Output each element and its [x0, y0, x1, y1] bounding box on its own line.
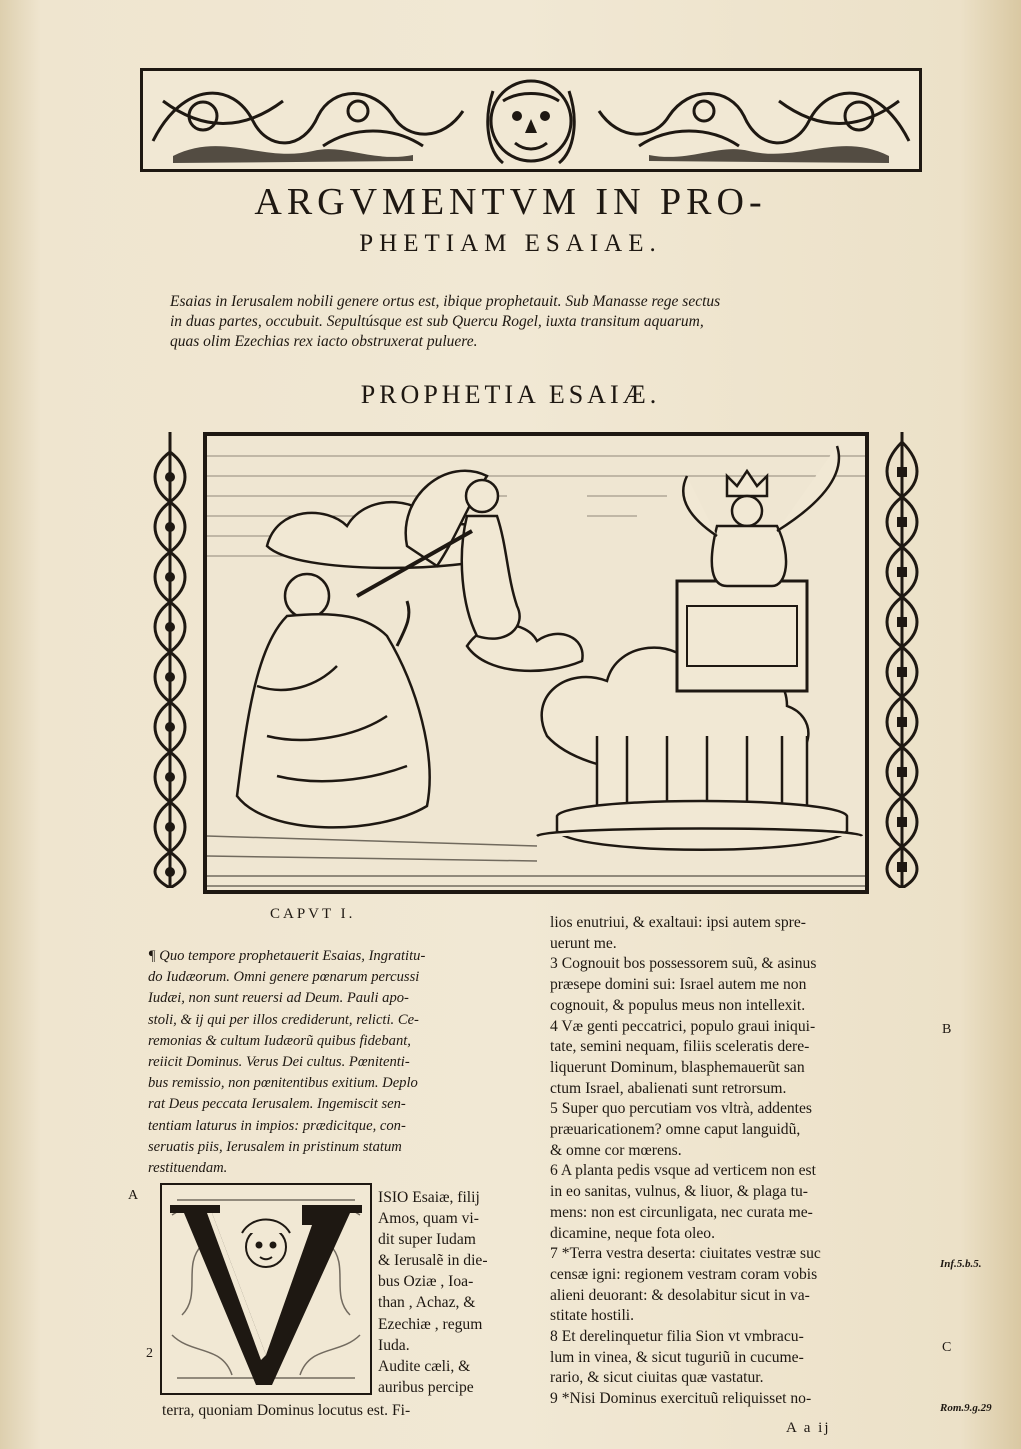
cherub-head-icon	[242, 1220, 290, 1268]
margin-letter-c: C	[942, 1340, 952, 1355]
verse-line: terra, quoniam Dominus locutus est. Fi-	[162, 1402, 411, 1419]
text-line: lios enutriui, & exaltaui: ipsi autem spre-	[550, 914, 806, 931]
title-line-1: ARGVMENTVM IN PRO-	[254, 181, 767, 223]
title-line-2: PHETIAM ESAIAE.	[359, 230, 662, 257]
text-line: rario, & sicut ciuitas quæ vastatur.	[550, 1369, 764, 1387]
argument-text	[170, 292, 890, 352]
argument-line: in duas partes, occubuit. Sepultúsque est sub Quercu Rogel, iuxta transitum aquarum,	[170, 313, 704, 330]
verse-line: auribus percipe	[378, 1378, 474, 1396]
text-line: cognouit, & populus meus non intellexit.	[550, 996, 806, 1014]
argument-line: Esaias in Ierusalem nobili genere ortus est, ibique prophetauit. Sub Manasse rege sectus	[170, 293, 721, 310]
verse-line: Ezechiæ , regum	[378, 1315, 483, 1333]
chapter-summary	[148, 946, 538, 1179]
text-line: mens: non est circunligata, nec curata me-	[550, 1203, 813, 1221]
summary-line: stoli, & ij qui per illos crediderunt, relicti. Ce-	[148, 1011, 419, 1028]
verse-line: Amos, quam vi-	[378, 1210, 479, 1228]
text-line: 4 Væ genti peccatrici, populo graui iniqui-	[550, 1017, 816, 1035]
margin-letter-b: B	[942, 1022, 952, 1037]
headpiece-scrollwork-icon	[143, 71, 919, 169]
text-line: 9 *Nisi Dominus exercituũ reliquisset no-	[550, 1390, 812, 1408]
summary-line: remonias & cultum Iudæorũ quibus fidebant,	[148, 1032, 411, 1049]
verse-line: ISIO Esaiæ, filij	[378, 1189, 480, 1206]
argument-line: quas olim Ezechias rex iacto obstruxerat puluere.	[170, 333, 478, 350]
floral-border-icon	[880, 432, 924, 888]
text-line: uerunt me.	[550, 934, 617, 952]
margin-reference-2: Rom.9.g.29	[940, 1402, 992, 1414]
summary-line: reiicit Dominus. Verus Dei cultus. Pœnitenti-	[148, 1054, 410, 1071]
text-line: præsepe domini sui: Israel autem me non	[550, 976, 807, 994]
text-line: in eo sanitas, vulnus, & liuor, & plaga tu-	[550, 1183, 808, 1201]
text-line: 5 Super quo percutiam vos vltrà, addentes	[550, 1100, 812, 1118]
verse-1-text	[378, 1187, 488, 1398]
ornamental-headpiece	[140, 68, 922, 172]
signature-mark: A a ij	[786, 1420, 831, 1436]
text-line: ctum Israel, abalienati sunt retrorsum.	[550, 1079, 787, 1097]
text-line: 7 *Terra vestra deserta: ciuitates vestræ suc	[550, 1245, 821, 1263]
summary-line: ¶ Quo tempore prophetauerit Esaias, Ingratitu-	[148, 948, 426, 964]
right-ornament-border	[880, 432, 924, 888]
text-line: 6 A planta pedis vsque ad verticem non est	[550, 1162, 816, 1180]
summary-line: seruatis piis, Ierusalem in pristinum statum	[148, 1138, 402, 1155]
text-line: tate, semini nequam, filiis sceleratis dere-	[550, 1038, 810, 1056]
caput-heading: CAPVT I.	[270, 906, 356, 922]
verse-line: & Ierusalẽ in die-	[378, 1252, 488, 1270]
verse-line: Iuda.	[378, 1336, 410, 1354]
text-line: censæ igni: regionem vestram coram vobis	[550, 1265, 818, 1283]
summary-line: Iudæi, non sunt reuersi ad Deum. Pauli apo-	[148, 990, 409, 1007]
text-line: stitate hostili.	[550, 1307, 635, 1325]
woodcut-illustration	[203, 432, 869, 894]
floral-border-icon	[148, 432, 192, 888]
margin-verse-number-2: 2	[146, 1346, 153, 1361]
verse-tail-text	[162, 1400, 410, 1421]
summary-line: bus remissio, non pœnitentibus exitium. Deplo	[148, 1075, 418, 1092]
text-line: 3 Cognouit bos possessorem suũ, & asinus	[550, 955, 817, 973]
verse-line: than , Achaz, &	[378, 1294, 476, 1312]
summary-line: tentiam laturus in impios: prædicitque, con-	[148, 1117, 406, 1134]
text-line: lum in vinea, & sicut tuguriũ in cucume-	[550, 1348, 804, 1366]
text-line: 8 Et derelinquetur filia Sion vt vmbracu-	[550, 1328, 804, 1346]
prophetia-title: PROPHETIA ESAIÆ.	[360, 380, 661, 409]
verse-line: dit super Iudam	[378, 1231, 476, 1249]
grotesque-mask-icon	[488, 81, 574, 163]
verse-line: bus Oziæ , Ioa-	[378, 1273, 474, 1291]
text-line: dicamine, neque fota oleo.	[550, 1224, 715, 1242]
margin-reference-1: Inf.5.b.5.	[940, 1258, 982, 1270]
text-line: alieni deuorant: & desolabitur sicut in va-	[550, 1286, 810, 1304]
prophet-vision-woodcut-icon	[207, 436, 865, 890]
right-column-text	[550, 913, 935, 1410]
text-line: & omne cor mœrens.	[550, 1141, 682, 1159]
margin-letter-a: A	[128, 1188, 139, 1203]
decorated-initial-v	[160, 1183, 372, 1395]
summary-line: restituendam.	[148, 1160, 228, 1177]
text-line: præuaricationem? omne caput languidũ,	[550, 1121, 801, 1139]
verse-line: Audite cæli, &	[378, 1357, 471, 1375]
summary-line: rat Deus peccata Ierusalem. Ingemiscit sen-	[148, 1096, 406, 1113]
text-line: liquerunt Dominum, blasphemauerũt san	[550, 1058, 805, 1076]
left-ornament-border	[148, 432, 192, 888]
summary-line: do Iudæorum. Omni genere pœnarum percussi	[148, 969, 420, 986]
initial-letter-v-icon	[162, 1185, 370, 1393]
